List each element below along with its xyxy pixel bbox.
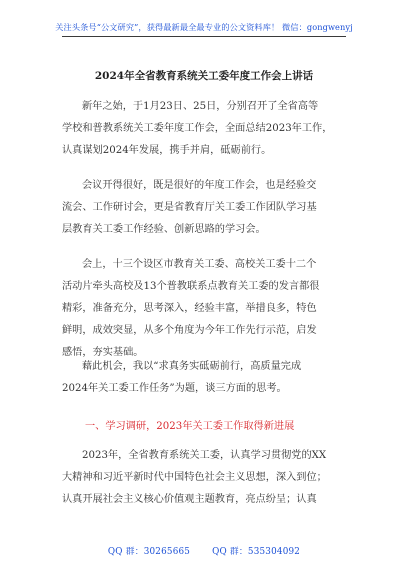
paragraph-line: 层教育关工委工作经验、创新思路的学习会。 (62, 224, 266, 235)
footer-contact (0, 544, 408, 557)
paragraph-line: 认真谋划2024年发展，携手并肩，砥砺前行。 (62, 145, 272, 156)
paragraph-line: 学校和普教系统关工委年度工作会，全面总结2023年工作， (62, 123, 333, 134)
paragraph-line: 认真开展社会主义核心价值观主题教育，亮点纷呈；认真 (62, 494, 317, 505)
paragraph-1 (62, 96, 346, 162)
paragraph-2 (62, 175, 346, 241)
paragraph-line: 活动片牵头高校及13个普教联系点教育关工委的发言都很 (62, 281, 320, 292)
paragraph-line: 2024年关工委工作任务”为题，谈三方面的思考。 (62, 383, 287, 394)
paragraph-3 (62, 254, 346, 364)
header-banner: 关注头条号“公文研究”，获得最新最全最专业的公文资料库！ 微信：gongwenyj (55, 22, 353, 32)
paragraph-line: 鲜明，成效突显，从多个角度为今年工作先行示范，启发 (62, 325, 317, 336)
paragraph-4 (62, 356, 346, 400)
paragraph-line: 感悟，夯实基础。 (62, 347, 144, 358)
paragraph-line: 新年之始，于1月23日、25日，分别召开了全省高等 (82, 101, 319, 112)
qq-group-left: QQ 群：30265665 (107, 547, 191, 557)
paragraph-line: 2023年，全省教育系统关工委，认真学习贯彻党的XX (82, 450, 327, 461)
paragraph-line: 流会、工作研讨会，更是省教育厅关工委工作团队学习基 (62, 202, 317, 213)
section-heading: 一、学习调研，2023年关工委工作取得新进展 (85, 421, 295, 432)
section-paragraph (62, 445, 346, 511)
paragraph-line: 会议开得很好，既是很好的年度工作会，也是经验交 (82, 180, 317, 191)
paragraph-line: 精彩，准备充分，思考深入，经验丰富，举措良多，特色 (62, 303, 317, 314)
qq-group-right: QQ 群：535304092 (212, 547, 301, 557)
document-title: 2024年全省教育系统关工委年度工作会上讲话 (94, 70, 314, 82)
header-divider (62, 36, 346, 37)
paragraph-line: 会上，十三个设区市教育关工委、高校关工委十二个 (82, 259, 317, 270)
paragraph-line: 藉此机会，我以“求真务实砥砺前行，高质量完成 (82, 361, 302, 372)
paragraph-line: 大精神和习近平新时代中国特色社会主义思想，深入到位； (62, 472, 327, 483)
